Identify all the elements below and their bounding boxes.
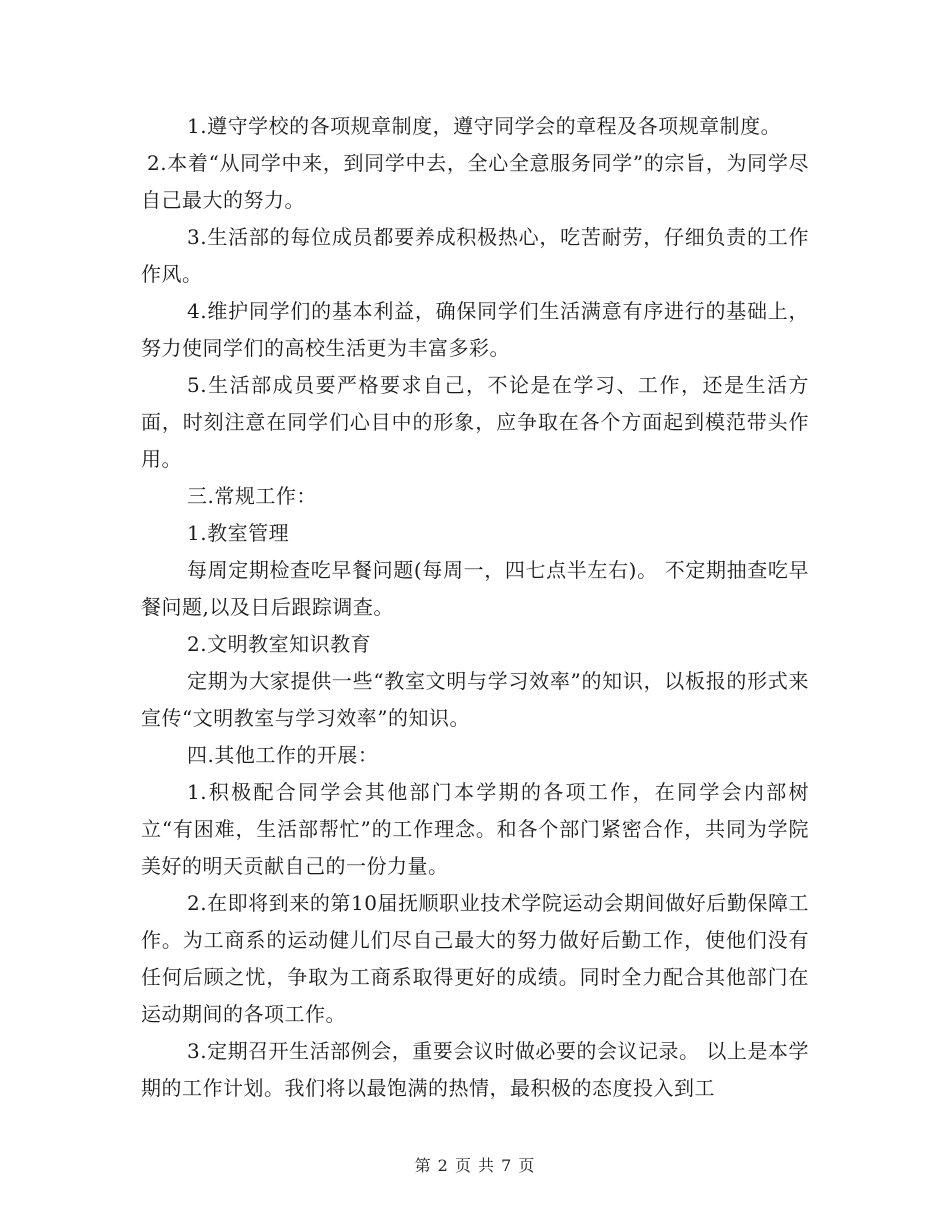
paragraph-rule-3: 3.生活部的每位成员都要养成积极热心，吃苦耐劳，仔细负责的工作作风。 — [141, 225, 809, 286]
paragraph-rule-5: 5.生活部成员要严格要求自己，不论是在学习、工作，还是生活方面，时刻注意在同学们心目中的形象，应争取在各个方面起到模范带头作用。 — [141, 373, 809, 471]
paragraph-rule-4: 4.维护同学们的基本利益，确保同学们生活满意有序进行的基础上，努力使同学们的高校生活更为丰富多彩。 — [141, 299, 809, 360]
paragraph-cooperation: 1.积极配合同学会其他部门本学期的各项工作，在同学会内部树立“有困难，生活部帮忙”的工作理念。和各个部门紧密合作，共同为学院美好的明天贡献自己的一份力量。 — [141, 780, 809, 878]
document-body — [141, 108, 809, 1107]
subheading-classroom-management: 1.教室管理 — [187, 521, 290, 545]
paragraph-rule-2: 2.本着“从同学中来，到同学中去，全心全意服务同学”的宗旨，为同学尽自己最大的努力。 — [141, 151, 809, 212]
paragraph-knowledge-education: 定期为大家提供一些“教室文明与学习效率”的知识，以板报的形式来宣传“文明教室与学习效率”的知识。 — [141, 669, 809, 730]
paragraph-breakfast-check: 每周定期检查吃早餐问题(每周一，四七点半左右)。 不定期抽查吃早餐问题,以及日后跟踪调查。 — [141, 558, 809, 619]
paragraph-meetings: 3.定期召开生活部例会，重要会议时做必要的会议记录。 以上是本学期的工作计划。我们将以最饱满的热情，最积极的态度投入到工 — [141, 1039, 809, 1100]
page-number-footer: 第 2 页 共 7 页 — [414, 1156, 536, 1175]
section-heading-other-work: 四.其他工作的开展： — [187, 743, 379, 767]
paragraph-sports-meet: 2.在即将到来的第10届抚顺职业技术学院运动会期间做好后勤保障工作。为工商系的运动健儿们尽自己最大的努力做好后勤工作，使他们没有任何后顾之忧，争取为工商系取得更好的成绩。同时全力配合其他部门在运动期间的各项工作。 — [141, 891, 809, 1026]
paragraph-rule-1: 1.遵守学校的各项规章制度，遵守同学会的章程及各项规章制度。 — [187, 114, 782, 138]
subheading-civilized-classroom: 2.文明教室知识教育 — [187, 632, 372, 656]
section-heading-routine-work: 三.常规工作： — [187, 484, 317, 508]
